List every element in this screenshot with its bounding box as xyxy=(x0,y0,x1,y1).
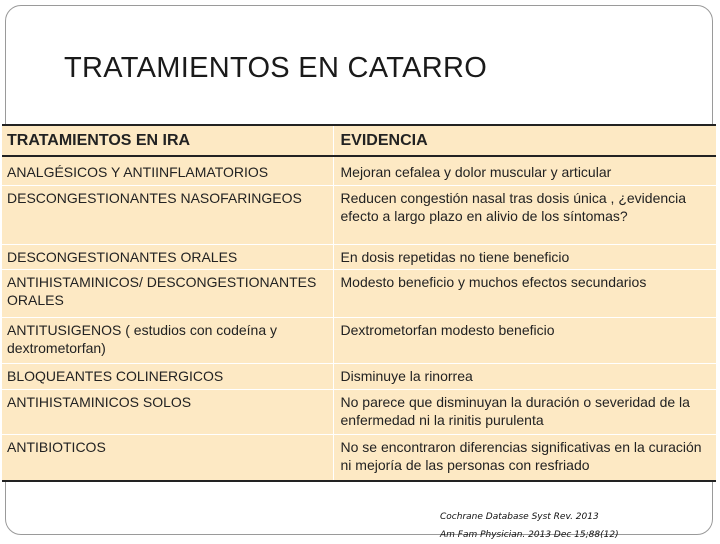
table-row xyxy=(2,363,716,389)
treatment-cell: BLOQUEANTES COLINERGICOS xyxy=(2,363,333,389)
treatment-cell: ANALGÉSICOS Y ANTIINFLAMATORIOS xyxy=(2,156,333,185)
treatment-cell: DESCONGESTIONANTES NASOFARINGEOS xyxy=(2,185,333,244)
reference-cochrane: Cochrane Database Syst Rev. 2013 xyxy=(440,512,599,522)
header-evidence: EVIDENCIA xyxy=(333,126,716,156)
evidence-cell: No parece que disminuyan la duración o severidad de la enfermedad ni la rinitis purulenta xyxy=(333,389,716,434)
table-row xyxy=(2,434,716,480)
treatment-cell: ANTITUSIGENOS ( estudios con codeína y dextrometorfan) xyxy=(2,317,333,363)
evidence-cell: En dosis repetidas no tiene beneficio xyxy=(333,244,716,269)
table-row xyxy=(2,244,716,269)
treatment-cell: ANTIHISTAMINICOS/ DESCONGESTIONANTES ORALES xyxy=(2,269,333,317)
evidence-cell: No se encontraron diferencias significativas en la curación ni mejoría de las personas con resfriado xyxy=(333,434,716,480)
treatment-cell: DESCONGESTIONANTES ORALES xyxy=(2,244,333,269)
evidence-cell: Mejoran cefalea y dolor muscular y articular xyxy=(333,156,716,185)
evidence-table xyxy=(2,124,716,482)
treatment-cell: ANTIBIOTICOS xyxy=(2,434,333,480)
table-header-row xyxy=(2,126,716,156)
table-row xyxy=(2,317,716,363)
treatment-cell: ANTIHISTAMINICOS SOLOS xyxy=(2,389,333,434)
table-row xyxy=(2,156,716,185)
evidence-cell: Dextrometorfan modesto beneficio xyxy=(333,317,716,363)
table-row xyxy=(2,185,716,244)
slide-title: TRATAMIENTOS EN CATARRO xyxy=(64,52,488,84)
evidence-cell: Modesto beneficio y muchos efectos secundarios xyxy=(333,269,716,317)
header-treatments: TRATAMIENTOS EN IRA xyxy=(2,126,333,156)
evidence-cell: Reducen congestión nasal tras dosis única , ¿evidencia efecto a largo plazo en alivio de los síntomas? xyxy=(333,185,716,244)
table-row xyxy=(2,269,716,317)
reference-afp: Am Fam Physician. 2013 Dec 15;88(12) xyxy=(440,530,619,540)
evidence-cell: Disminuye la rinorrea xyxy=(333,363,716,389)
references xyxy=(440,508,619,544)
table-row xyxy=(2,389,716,434)
